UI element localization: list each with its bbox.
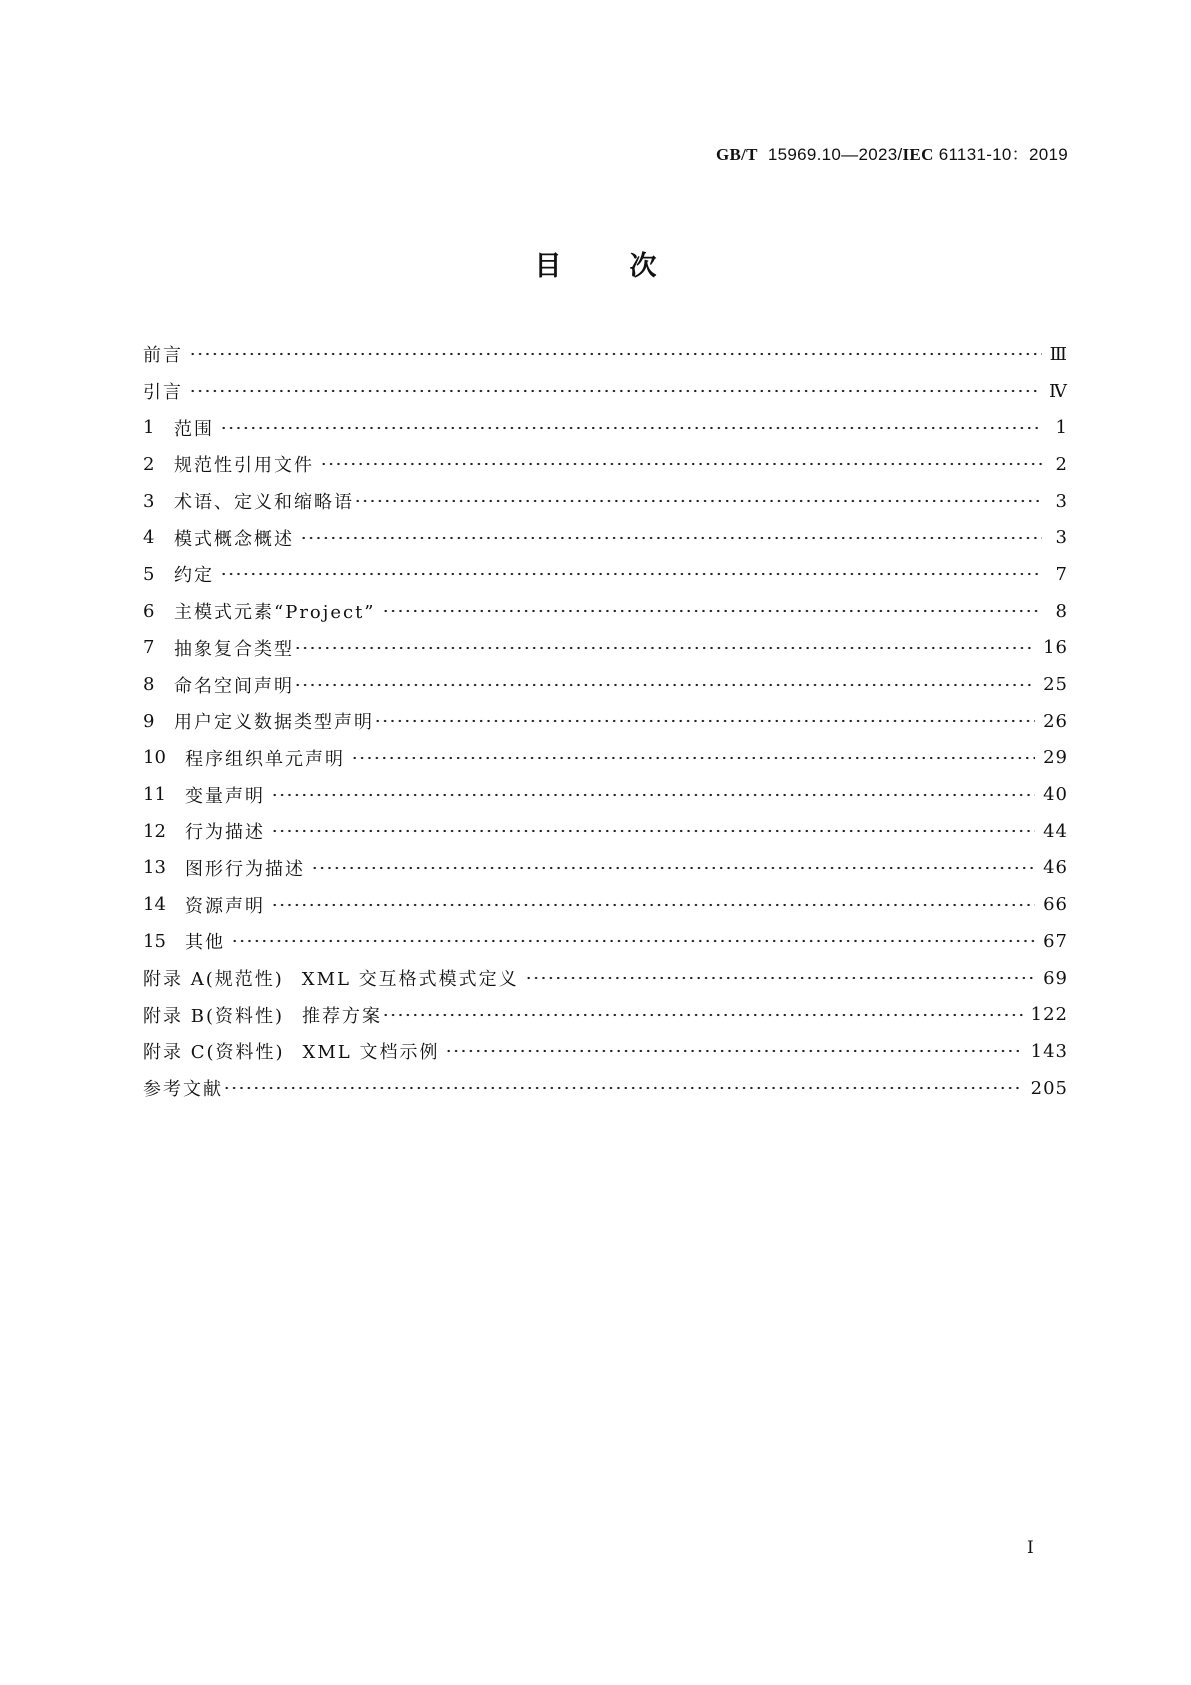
toc-entry[interactable]: [143, 483, 1068, 520]
toc-label: 图形行为描述: [185, 858, 305, 880]
leader-dots: [220, 572, 1042, 576]
toc-page: 2: [1055, 453, 1068, 475]
toc-entry[interactable]: [143, 740, 1068, 777]
title-char-2: 次: [629, 251, 657, 282]
toc-label: 参考文献: [143, 1079, 223, 1101]
toc-entry[interactable]: [143, 1033, 1068, 1070]
leader-dots: [354, 499, 1042, 503]
page-number: I: [1027, 1538, 1034, 1558]
toc-label: 用户定义数据类型声明: [174, 712, 374, 734]
leader-dots: [382, 609, 1042, 613]
toc-page: 66: [1043, 894, 1068, 916]
toc-number: 13: [143, 857, 166, 879]
toc-label: 前言: [143, 345, 183, 367]
toc-label: 变量声明: [185, 785, 265, 807]
toc-page: 25: [1043, 674, 1068, 696]
toc-label: 程序组织单元声明: [185, 748, 345, 770]
toc-entry[interactable]: [143, 813, 1068, 850]
title-char-1: 目: [534, 251, 562, 282]
toc-page: 26: [1043, 710, 1068, 732]
toc-number: 9: [143, 710, 155, 732]
toc-label: 命名空间声明: [174, 675, 294, 697]
toc-entry[interactable]: [143, 409, 1068, 446]
toc-entry[interactable]: [143, 886, 1068, 923]
leader-dots: [220, 426, 1042, 430]
toc-label: 附录 C(资料性): [143, 1042, 285, 1064]
toc-entry[interactable]: [143, 556, 1068, 593]
toc-label: 行为描述: [185, 822, 265, 844]
toc-number: 4: [143, 527, 155, 549]
toc-entry[interactable]: [143, 703, 1068, 740]
toc-sublabel: 推荐方案: [302, 1005, 382, 1027]
toc-number: 10: [143, 747, 166, 769]
header-iec: IEC: [902, 145, 934, 164]
toc-number: 1: [143, 417, 155, 439]
leader-dots: [231, 939, 1035, 943]
toc-entry[interactable]: [143, 1070, 1068, 1107]
toc-label: 范围: [174, 418, 214, 440]
toc-entry[interactable]: [143, 666, 1068, 703]
toc-page: 8: [1055, 600, 1068, 622]
toc-entry[interactable]: [143, 593, 1068, 630]
toc-page: 46: [1043, 857, 1068, 879]
toc-label: 资源声明: [185, 895, 265, 917]
table-of-contents: [143, 336, 1068, 1106]
header-prefix: GB/T: [715, 145, 758, 164]
leader-dots: [223, 1086, 1023, 1090]
toc-label: 附录 B(资料性): [143, 1005, 284, 1027]
leader-dots: [300, 536, 1042, 540]
toc-label: 规范性引用文件: [174, 455, 314, 477]
toc-number: 14: [143, 894, 166, 916]
leader-dots: [294, 683, 1035, 687]
leader-dots: [320, 462, 1042, 466]
toc-number: 15: [143, 930, 166, 952]
leader-dots: [311, 866, 1035, 870]
toc-entry[interactable]: [143, 519, 1068, 556]
toc-entry[interactable]: [143, 630, 1068, 667]
toc-label: 其他: [185, 932, 225, 954]
toc-number: 3: [143, 490, 155, 512]
header-iec-number: 61131-10：2019: [938, 145, 1068, 164]
toc-page: Ⅲ: [1049, 343, 1068, 365]
toc-label: 术语、定义和缩略语: [174, 492, 354, 514]
toc-page: 44: [1043, 820, 1068, 842]
toc-number: 2: [143, 453, 155, 475]
leader-dots: [525, 976, 1035, 980]
toc-sublabel: XML 文档示例: [302, 1042, 440, 1064]
leader-dots: [189, 352, 1042, 356]
toc-page: 69: [1043, 967, 1068, 989]
toc-entry[interactable]: [143, 850, 1068, 887]
toc-page: 1: [1055, 417, 1068, 439]
page-title: [0, 244, 1191, 283]
toc-entry[interactable]: [143, 373, 1068, 410]
toc-entry[interactable]: [143, 996, 1068, 1033]
toc-page: 143: [1030, 1040, 1068, 1062]
toc-entry[interactable]: [143, 446, 1068, 483]
leader-dots: [382, 1013, 1023, 1017]
toc-label: 引言: [143, 382, 183, 404]
leader-dots: [294, 646, 1035, 650]
toc-label: 附录 A(规范性): [143, 969, 284, 991]
toc-entry[interactable]: [143, 923, 1068, 960]
toc-entry[interactable]: [143, 776, 1068, 813]
toc-page: Ⅳ: [1049, 380, 1068, 402]
toc-page: 67: [1043, 930, 1068, 952]
toc-label: 主模式元素“Project”: [174, 602, 376, 624]
toc-label: 约定: [174, 565, 214, 587]
toc-page: 40: [1043, 784, 1068, 806]
toc-page: 16: [1043, 637, 1068, 659]
toc-label: 抽象复合类型: [174, 638, 294, 660]
leader-dots: [271, 829, 1035, 833]
toc-number: 11: [143, 784, 166, 806]
toc-page: 205: [1030, 1077, 1068, 1099]
leader-dots: [351, 756, 1035, 760]
leader-dots: [189, 389, 1041, 393]
leader-dots: [271, 793, 1035, 797]
toc-page: 122: [1030, 1004, 1068, 1026]
document-header: [716, 140, 1068, 165]
leader-dots: [445, 1049, 1022, 1053]
toc-entry[interactable]: [143, 960, 1068, 997]
toc-number: 7: [143, 637, 155, 659]
toc-label: 模式概念概述: [174, 528, 294, 550]
toc-number: 5: [143, 563, 155, 585]
toc-number: 8: [143, 674, 155, 696]
leader-dots: [271, 903, 1035, 907]
toc-sublabel: XML 交互格式模式定义: [301, 969, 519, 991]
header-standard: 15969.10—2023/: [767, 145, 903, 164]
leader-dots: [374, 719, 1035, 723]
toc-page: 3: [1055, 490, 1068, 512]
toc-entry[interactable]: [143, 336, 1068, 373]
toc-page: 7: [1055, 563, 1068, 585]
toc-number: 12: [143, 820, 166, 842]
toc-page: 29: [1043, 747, 1068, 769]
toc-number: 6: [143, 600, 155, 622]
toc-page: 3: [1055, 527, 1068, 549]
